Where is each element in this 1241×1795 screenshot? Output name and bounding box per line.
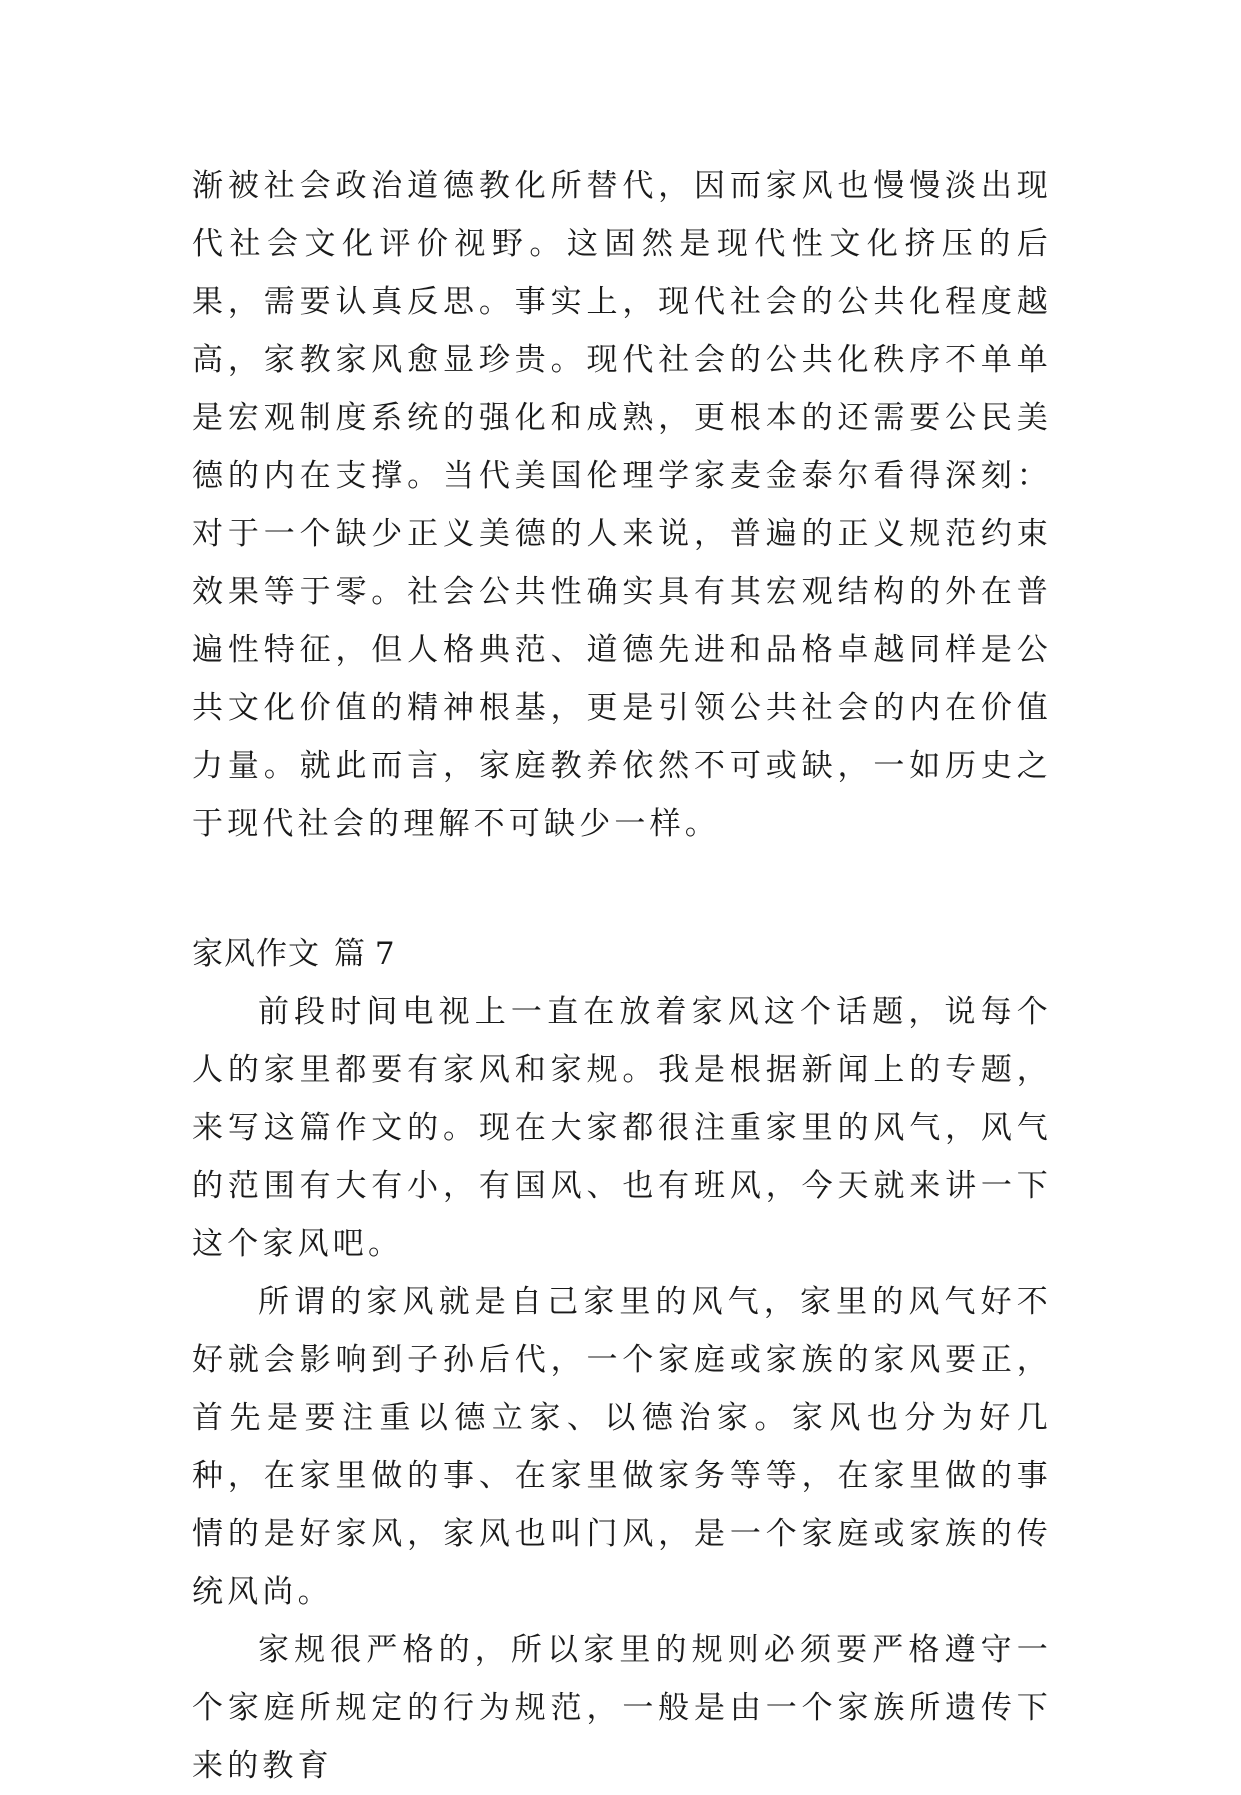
section-number: 篇 7 <box>334 936 395 972</box>
section-title: 家风作文 <box>192 936 320 972</box>
body-paragraph-1: 前段时间电视上一直在放着家风这个话题，说每个人的家里都要有家风和家规。我是根据新闻上的专题，来写这篇作文的。现在大家都很注重家里的风气，风气的范围有大有小，有国风、也有班风，今天就来讲一下这个家风吧。 <box>192 994 1052 1262</box>
document-page <box>192 157 1052 1795</box>
section-gap <box>192 853 1052 925</box>
body-paragraph-2: 所谓的家风就是自己家里的风气，家里的风气好不好就会影响到子孙后代，一个家庭或家族的家风要正，首先是要注重以德立家、以德治家。家风也分为好几种，在家里做的事、在家里做家务等等，在家里做的事情的是好家风，家风也叫门风，是一个家庭或家族的传统风尚。 <box>192 1284 1052 1610</box>
section-heading <box>192 925 1052 983</box>
intro-paragraph: 渐被社会政治道德教化所替代，因而家风也慢慢淡出现代社会文化评价视野。这固然是现代性文化挤压的后果，需要认真反思。事实上，现代社会的公共化程度越高，家教家风愈显珍贵。现代社会的公共化秩序不单单是宏观制度系统的强化和成熟，更根本的还需要公民美德的内在支撑。当代美国伦理学家麦金泰尔看得深刻：对于一个缺少正义美德的人来说，普遍的正义规范约束效果等于零。社会公共性确实具有其宏观结构的外在普遍性特征，但人格典范、道德先进和品格卓越同样是公共文化价值的精神根基，更是引领公共社会的内在价值力量。就此而言，家庭教养依然不可或缺，一如历史之于现代社会的理解不可缺少一样。 <box>192 168 1052 842</box>
body-paragraph-3: 家规很严格的，所以家里的规则必须要严格遵守一个家庭所规定的行为规范，一般是由一个家族所遗传下来的教育 <box>192 1632 1052 1784</box>
